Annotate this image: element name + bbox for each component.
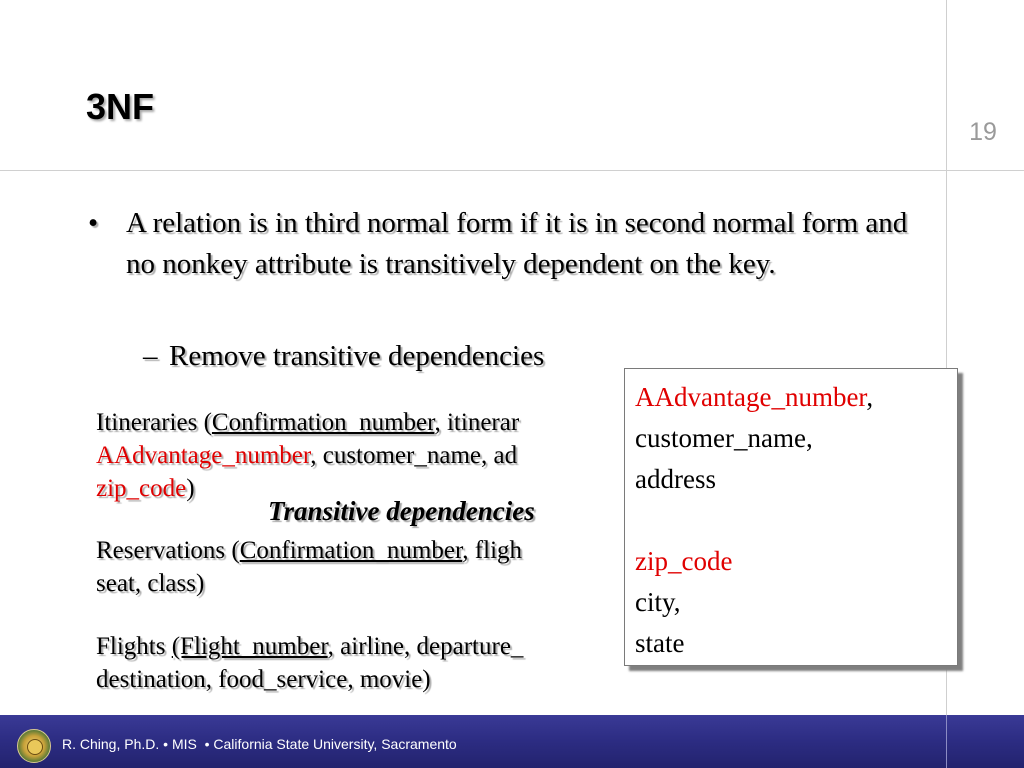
bullet-point <box>88 203 928 285</box>
relation-name: Flights <box>96 633 172 660</box>
university-seal-icon <box>17 729 51 763</box>
callout-key: AAdvantage_number <box>635 382 867 412</box>
primary-key: Confirmation_number <box>211 409 435 436</box>
callout-line-6: state <box>635 628 685 658</box>
relation-name: Itineraries ( <box>96 409 212 436</box>
transitive-dependencies-label: Transitive dependencies <box>268 496 535 526</box>
callout-line-1 <box>635 377 957 418</box>
bullet-text: A relation is in third normal form if it is in second normal form and no nonkey attribute is transitively dependent on the key. <box>126 207 908 280</box>
relation-name: Reservations ( <box>96 537 240 564</box>
reservations-line-2: seat, class) <box>96 570 205 597</box>
transitive-key-attribute: zip_code <box>96 475 187 502</box>
seal-center <box>27 739 43 755</box>
footer-text: R. Ching, Ph.D. • MIS • California State University, Sacramento <box>62 736 457 752</box>
callout-spacer <box>635 500 957 541</box>
callout-comma: , <box>866 382 874 412</box>
primary-key: Confirmation_number <box>239 537 463 564</box>
title-separator-line <box>0 170 1024 171</box>
bullet-marker: • <box>88 207 99 239</box>
relation-close: ) <box>186 475 195 502</box>
sub-bullet-marker: – <box>143 340 158 372</box>
callout-line-3: address <box>635 464 716 494</box>
page-number: 19 <box>969 118 997 146</box>
relation-attributes: , customer_name, ad <box>310 442 518 469</box>
dependency-callout-box <box>624 368 958 666</box>
relation-attributes: , airline, departure_ <box>327 633 524 660</box>
footer-bar <box>0 715 1024 768</box>
callout-line-2: customer_name, <box>635 423 813 453</box>
relation-attributes: , fligh <box>462 537 523 564</box>
flights-line-2: destination, food_service, movie) <box>96 666 431 693</box>
relation-attributes: , itinerar <box>434 409 520 436</box>
primary-key: (Flight_number <box>171 633 328 660</box>
callout-line-5: city, <box>635 587 681 617</box>
sub-bullet <box>143 336 544 377</box>
footer-divider <box>946 715 947 768</box>
transitive-key-attribute: AAdvantage_number <box>96 442 311 469</box>
callout-line-4: zip_code <box>635 546 733 576</box>
sub-bullet-text: Remove transitive dependencies <box>169 340 545 372</box>
slide-title: 3NF <box>86 86 155 127</box>
